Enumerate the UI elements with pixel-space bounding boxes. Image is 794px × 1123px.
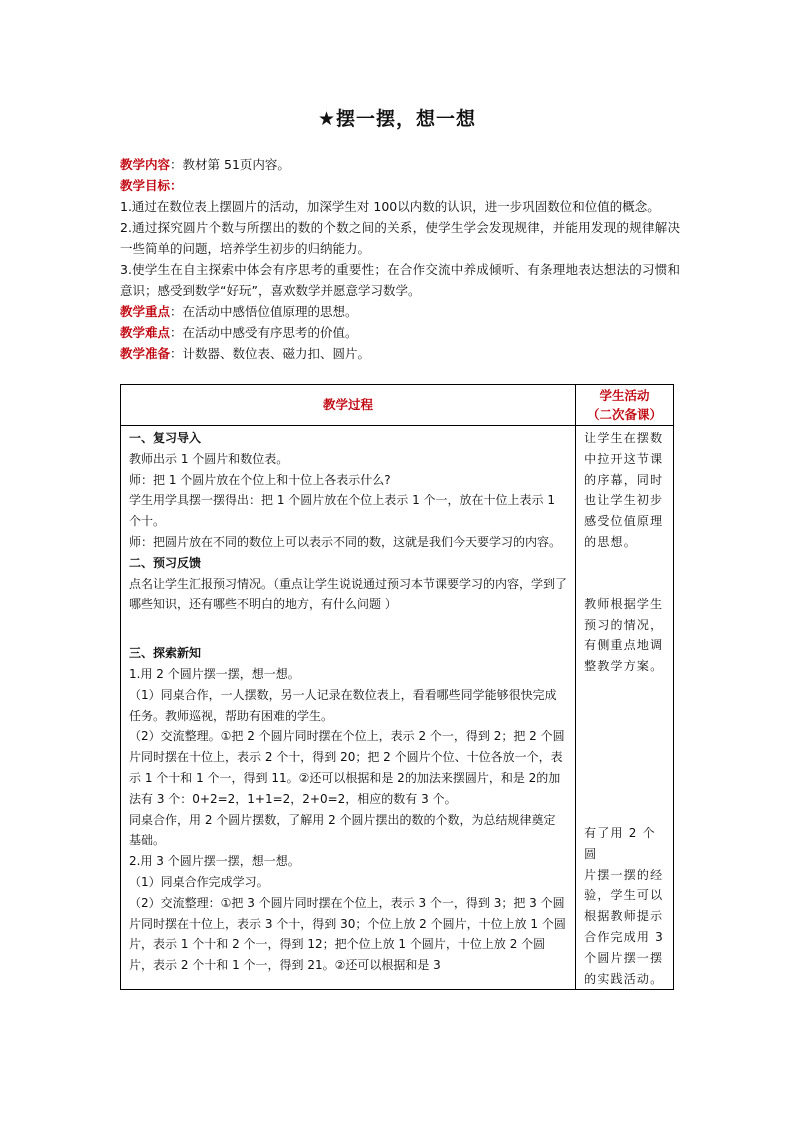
side-note-line: 整教学方案。	[584, 659, 664, 674]
section-line: 教师出示 1 个圆片和数位表。	[129, 451, 289, 466]
section-line: （1）同桌合作完成学习。	[129, 874, 269, 889]
key-point-label: 教学重点	[120, 304, 171, 319]
preparation-row	[120, 343, 680, 364]
side-note-line: 让学生在摆数	[584, 431, 664, 445]
section-heading: 一、复习导入	[129, 431, 202, 445]
section-line: 点名让学生汇报预习情况。（重点让学生说说通过预习本节课要学习的内容，学到了哪些知识，还有哪些不明白的地方，有什么问题 ）	[129, 576, 568, 612]
goals-label: 教学目标	[120, 178, 171, 193]
header-side-line-1: 学生活动	[599, 388, 650, 403]
side-note-line: 也让学生初步	[584, 493, 664, 508]
side-note-line: 的实践活动。	[584, 971, 664, 986]
goals-colon: ：	[170, 178, 183, 193]
content-label: 教学内容	[120, 157, 171, 172]
side-note-line: 的序幕，同时	[584, 472, 664, 487]
goals-row	[120, 175, 680, 196]
student-activity-cell	[576, 426, 674, 990]
difficulty-colon: ：	[170, 325, 183, 340]
section-line: 2.用 3 个圆片摆一摆，想一想。	[129, 854, 300, 869]
teaching-process-table	[120, 384, 674, 990]
content-colon: ：	[170, 157, 183, 172]
section-line: 师：把 1 个圆片放在个位上和十位上各表示什么?	[129, 472, 391, 487]
side-note-line: 中拉开这节课	[584, 451, 664, 466]
side-note-line: 合作完成用 3	[584, 929, 664, 944]
section-line: （2）交流整理：①把 3 个圆片同时摆在个位上，表示 3 个一，得到 3；把 3 个圆片同时摆在十位上，表示 3 个十，得到 30；个位上放 2 个圆片，十位上放 1 个圆片，表示 1 个十和 2 个一，得到 12；把个位上放 1 个圆片，十位上放 2 个圆片，表示 2 个十和 1 个一，得到 21。②还可以根据和是 3	[129, 895, 566, 973]
side-note-line: 片摆一摆的经	[584, 867, 664, 882]
section-line: （1）同桌合作，一人摆数，另一人记录在数位表上，看看哪些同学能够很快完成任务。教师巡视，帮助有困难的学生。	[129, 687, 557, 723]
side-note-line: 感受位值原理	[584, 514, 664, 529]
side-note-line: 验，学生可以	[584, 888, 664, 903]
preparation-colon: ：	[170, 346, 183, 361]
difficulty-row	[120, 322, 680, 343]
side-note-line: 有侧重点地调	[584, 638, 664, 653]
difficulty-label: 教学难点	[120, 325, 171, 340]
lesson-meta	[120, 154, 680, 364]
header-teaching-process: 教学过程	[121, 385, 576, 426]
goal-item: 1.通过在数位表上摆圆片的活动，加深学生对 100以内数的认识，进一步巩固数位和位值的概念。	[120, 199, 660, 214]
goal-item: 2.通过探究圆片个数与所摆出的数的个数之间的关系，使学生学会发现规律，并能用发现的规律解决一些简单的问题，培养学生初步的归纳能力。	[120, 220, 680, 256]
section-line: 学生用学具摆一摆得出：把 1 个圆片放在个位上表示 1 个一，放在十位上表示 1 个十。	[129, 493, 555, 529]
content-row	[120, 154, 680, 175]
side-note-line: 根据教师提示	[584, 909, 664, 924]
content-text: 教材第 51页内容。	[182, 157, 290, 172]
preparation-label: 教学准备	[120, 346, 171, 361]
section-heading: 三、探索新知	[129, 646, 202, 661]
key-point-row	[120, 301, 680, 322]
header-side-line-2: （二次备课）	[587, 407, 663, 422]
difficulty-text: 在活动中感受有序思考的价值。	[182, 325, 358, 340]
page-title: ★摆一摆，想一想	[317, 108, 477, 130]
side-note-line: 教师根据学生	[584, 596, 664, 611]
section-line: 师：把圆片放在不同的数位上可以表示不同的数，这就是我们今天要学习的内容。	[129, 534, 562, 549]
key-point-colon: ：	[170, 304, 183, 319]
section-line: 同桌合作，用 2 个圆片摆数，了解用 2 个圆片摆出的数的个数，为总结规律奠定基础。	[129, 812, 556, 848]
section-line: 1.用 2 个圆片摆一摆，想一想。	[129, 666, 300, 681]
section-line: （2）交流整理。①把 2 个圆片同时摆在个位上，表示 2 个一，得到 2；把 2 个圆片同时摆在十位上，表示 2 个十，得到 20；把 2 个圆片个位、十位各放一个，表示 1 个十和 1 个一，得到 11。②还可以根据和是 2的加法来摆圆片，和是 2的加法有 3 个：0+2=2，1+1=2，2+0=2，相应的数有 3 个。	[129, 729, 565, 806]
side-note-line: 预习的情况，	[584, 617, 664, 632]
table-body-row	[121, 426, 674, 990]
side-note-line: 有了用 2 个圆	[584, 825, 656, 861]
preparation-text: 计数器、数位表、磁力扣、圆片。	[182, 346, 371, 361]
side-note-line: 的思想。	[584, 534, 637, 549]
table-header-row	[121, 385, 674, 426]
header-student-activity	[576, 385, 674, 426]
key-point-text: 在活动中感悟位值原理的思想。	[182, 304, 358, 319]
process-cell	[121, 426, 576, 990]
side-note-line: 个圆片摆一摆	[584, 950, 664, 965]
goal-item: 3.使学生在自主探索中体会有序思考的重要性；在合作交流中养成倾听、有条理地表达想法的习惯和意识；感受到数学“好玩”，喜欢数学并愿意学习数学。	[120, 262, 680, 298]
section-heading: 二、预习反馈	[129, 555, 202, 570]
